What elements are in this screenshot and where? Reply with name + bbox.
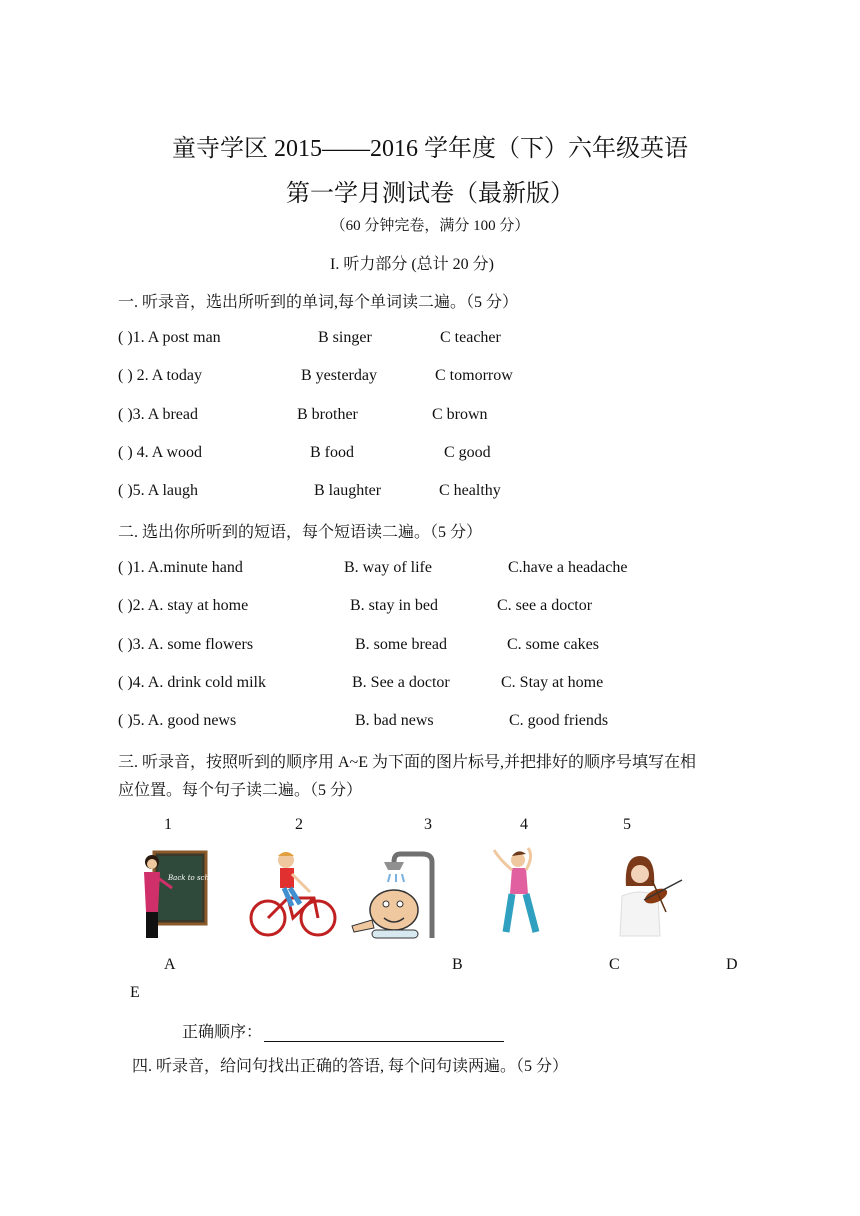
picture-number-1: 1 bbox=[164, 816, 172, 833]
part-title: I. 听力部分 (总计 20 分) bbox=[330, 256, 494, 273]
s2-item2-a: ( )2. A. stay at home bbox=[118, 597, 249, 614]
s2-item1-b: B. way of life bbox=[344, 559, 432, 576]
section1-heading: 一. 听录音，选出所听到的单词,每个单词读二遍。（5 分） bbox=[118, 294, 519, 311]
s2-item1-c: C.have a headache bbox=[508, 559, 628, 576]
violin-girl-image bbox=[606, 850, 686, 936]
shower-image bbox=[348, 848, 440, 944]
s1-item4-a: ( ) 4. A wood bbox=[118, 444, 202, 461]
section3-heading-line2: 应位置。每个句子读二遍。（5 分） bbox=[118, 782, 363, 799]
s2-item1-a: ( )1. A.minute hand bbox=[118, 559, 243, 576]
s1-item5-b: B laughter bbox=[314, 482, 382, 499]
bicycle-boy-image bbox=[248, 848, 338, 940]
exercise-girl-image bbox=[488, 846, 552, 938]
s1-item2-b: B yesterday bbox=[301, 367, 377, 384]
s1-item1-c: C teacher bbox=[440, 329, 501, 346]
s1-item3-c: C brown bbox=[432, 406, 488, 423]
section4-heading: 四. 听录音，给问句找出正确的答语, 每个问句读两遍。（5 分） bbox=[132, 1058, 569, 1075]
answer-order-label: 正确顺序： bbox=[182, 1024, 263, 1041]
picture-letter-a: A bbox=[164, 956, 176, 973]
section2-heading: 二. 选出你所听到的短语，每个短语读二遍。（5 分） bbox=[118, 524, 483, 541]
picture-number-4: 4 bbox=[520, 816, 528, 833]
s1-item3-a: ( )3. A bread bbox=[118, 406, 198, 423]
s2-item2-b: B. stay in bed bbox=[350, 597, 438, 614]
s1-item2-a: ( ) 2. A today bbox=[118, 367, 202, 384]
s2-item5-b: B. bad news bbox=[355, 712, 434, 729]
picture-number-5: 5 bbox=[623, 816, 631, 833]
title-line-2: 第一学月测试卷（最新版） bbox=[286, 181, 574, 207]
s1-item1-b: B singer bbox=[318, 329, 372, 346]
s2-item4-c: C. Stay at home bbox=[501, 674, 604, 691]
s2-item3-a: ( )3. A. some flowers bbox=[118, 636, 254, 653]
subtitle: （60 分钟完卷，满分 100 分） bbox=[330, 218, 530, 234]
s2-item3-c: C. some cakes bbox=[507, 636, 599, 653]
s1-item4-c: C good bbox=[444, 444, 491, 461]
answer-order-blank[interactable] bbox=[264, 1025, 504, 1042]
teacher-chalkboard-image bbox=[138, 848, 220, 940]
s1-item5-a: ( )5. A laugh bbox=[118, 482, 198, 499]
s2-item4-a: ( )4. A. drink cold milk bbox=[118, 674, 266, 691]
s2-item5-c: C. good friends bbox=[509, 712, 609, 729]
s1-item4-b: B food bbox=[310, 444, 354, 461]
picture-letter-b: B bbox=[452, 956, 463, 973]
title-line-1: 童寺学区 2015——2016 学年度（下）六年级英语 bbox=[172, 136, 688, 162]
s2-item3-b: B. some bread bbox=[355, 636, 447, 653]
s2-item2-c: C. see a doctor bbox=[497, 597, 593, 614]
answer-order-row bbox=[182, 1019, 504, 1042]
s1-item5-c: C healthy bbox=[439, 482, 501, 499]
picture-letter-c: C bbox=[609, 956, 620, 973]
picture-letter-e: E bbox=[130, 984, 140, 1001]
chalkboard-text: Back to school bbox=[168, 874, 220, 882]
s2-item4-b: B. See a doctor bbox=[352, 674, 450, 691]
picture-number-3: 3 bbox=[424, 816, 432, 833]
s1-item3-b: B brother bbox=[297, 406, 358, 423]
picture-number-2: 2 bbox=[295, 816, 303, 833]
s1-item1-a: ( )1. A post man bbox=[118, 329, 221, 346]
section3-heading-line1: 三. 听录音，按照听到的顺序用 A~E 为下面的图片标号,并把排好的顺序号填写在相 bbox=[118, 754, 696, 771]
picture-letter-d: D bbox=[726, 956, 738, 973]
s2-item5-a: ( )5. A. good news bbox=[118, 712, 237, 729]
s1-item2-c: C tomorrow bbox=[435, 367, 513, 384]
